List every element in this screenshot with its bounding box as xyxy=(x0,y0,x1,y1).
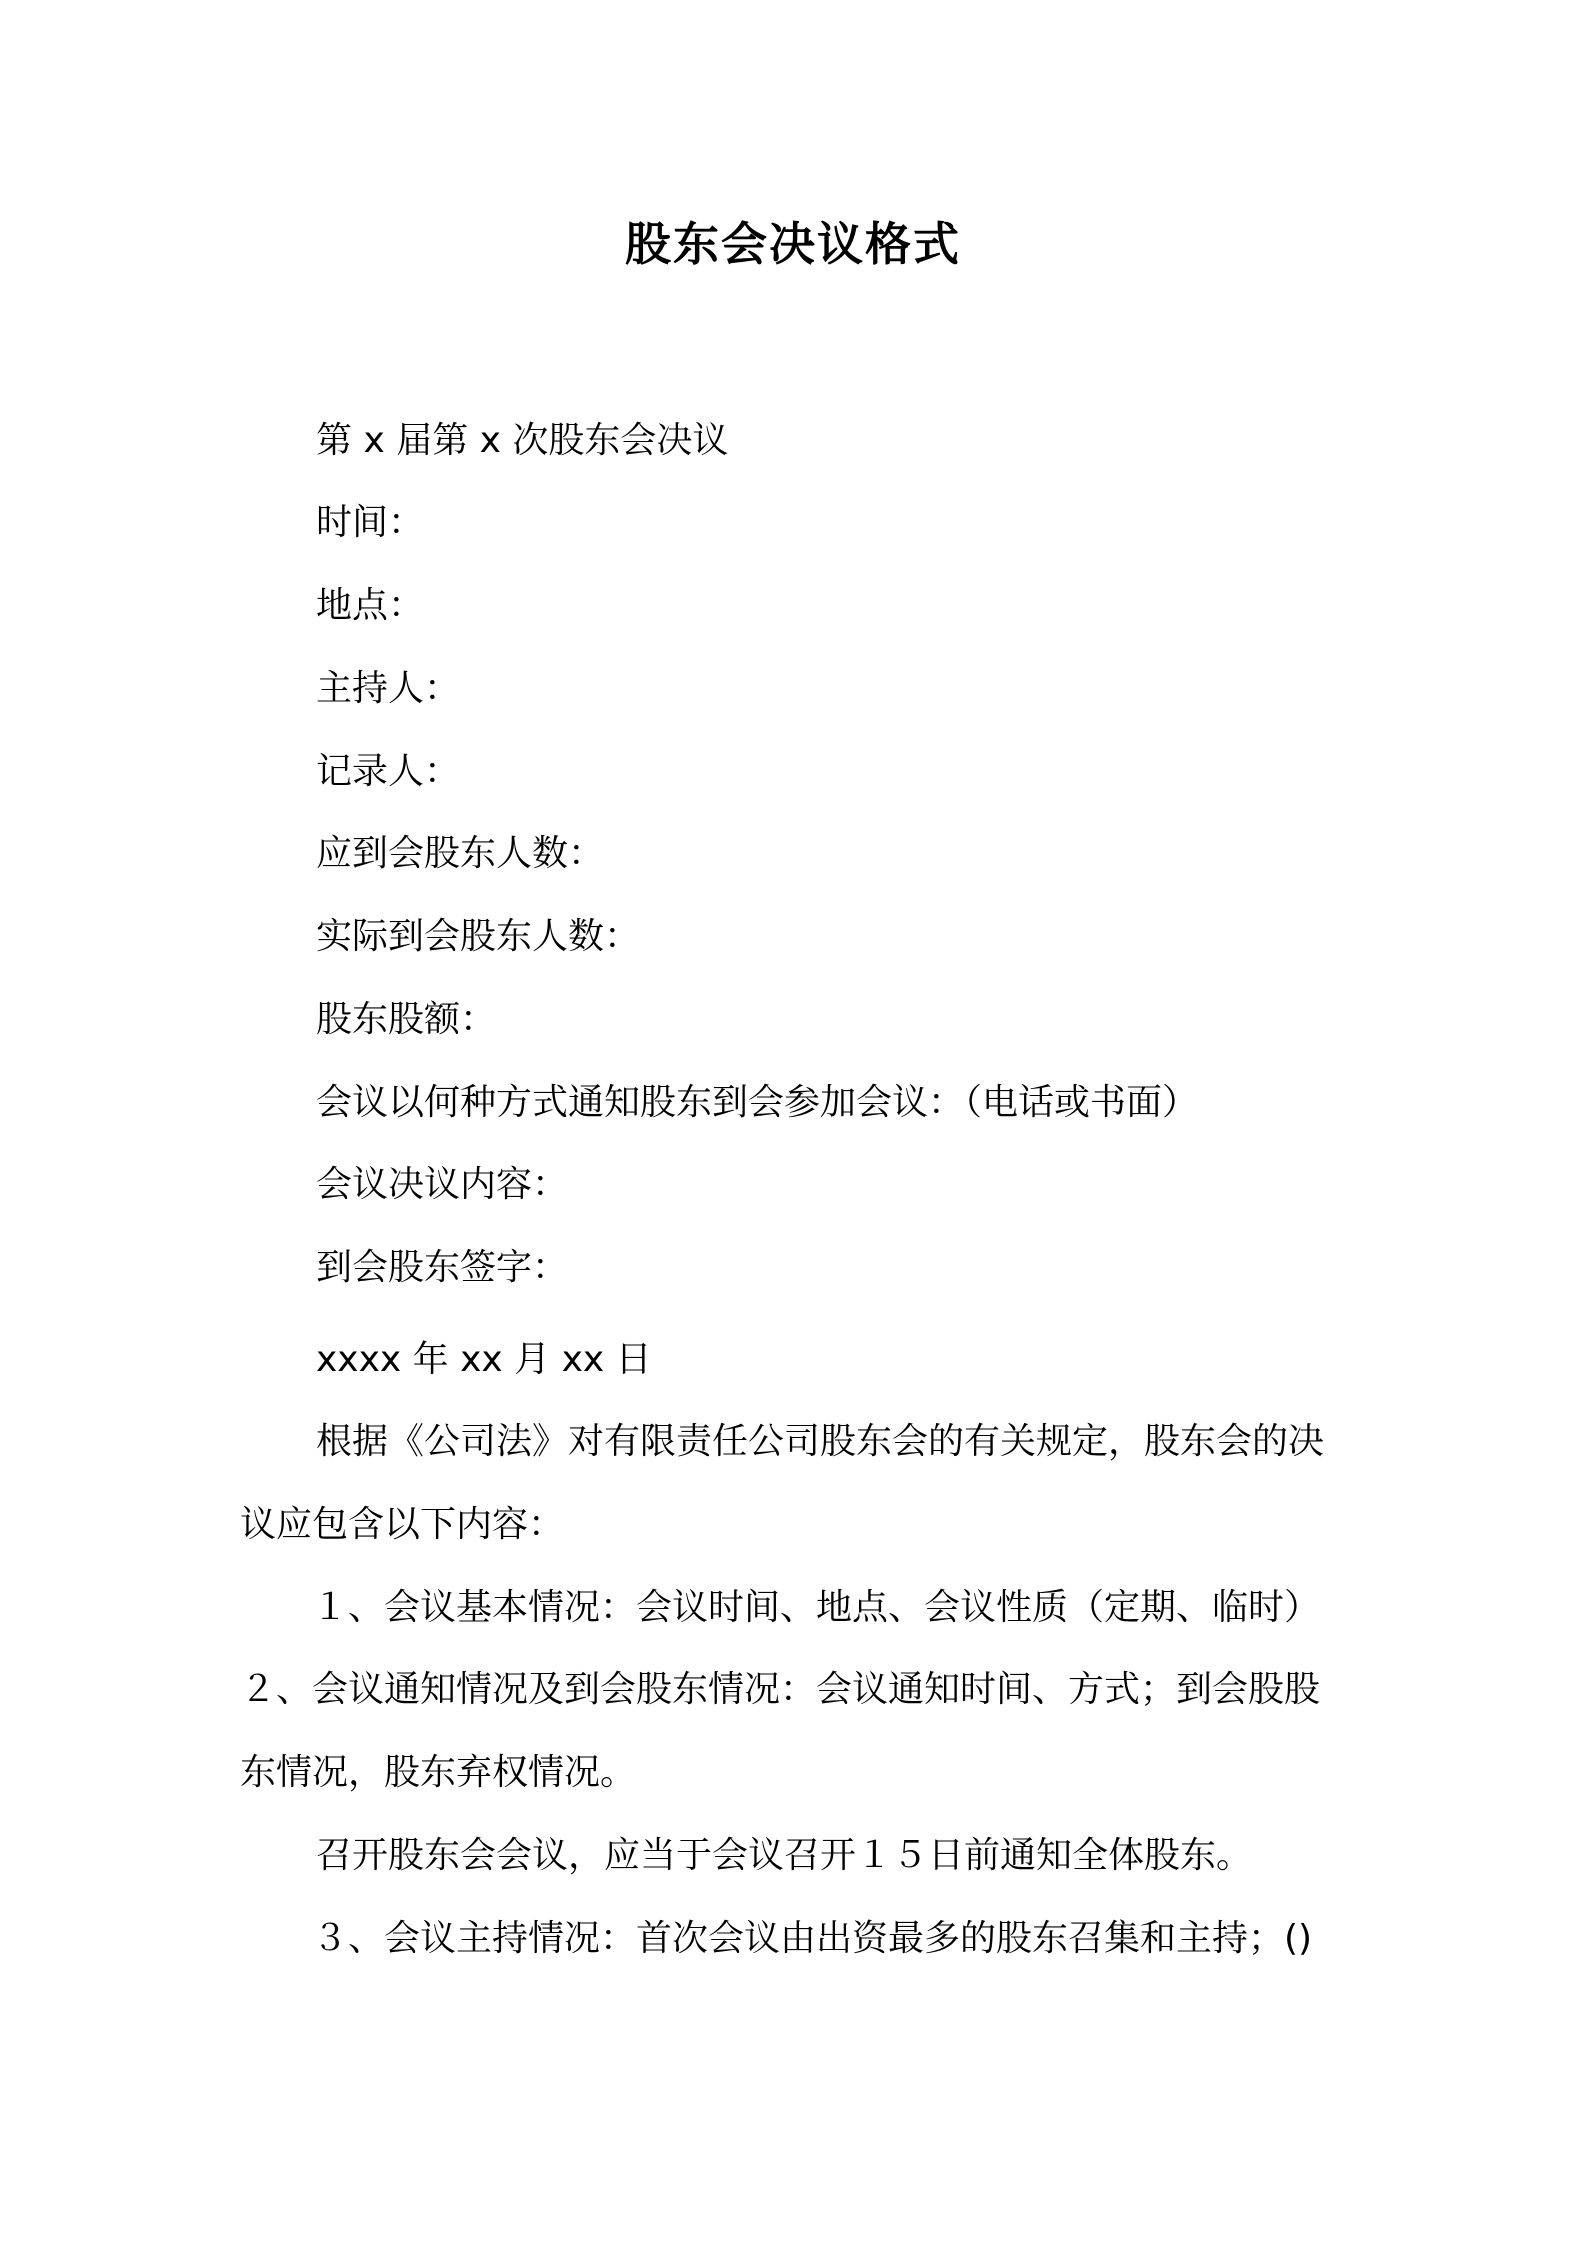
expected-shareholders-label: 应到会股东人数： xyxy=(316,833,605,874)
notice-paragraph: 召开股东会会议，应当于会议召开１５日前通知全体股东。 xyxy=(316,1835,1253,1876)
signature-label: 到会股东签字： xyxy=(316,1247,569,1288)
item-2-line2: 东情况，股东弃权情况。 xyxy=(240,1752,637,1793)
resolution-content-label: 会议决议内容： xyxy=(316,1164,569,1205)
actual-shareholders-label: 实际到会股东人数： xyxy=(316,916,641,957)
notification-method-label: 会议以何种方式通知股东到会参加会议：（电话或书面） xyxy=(316,1082,1199,1123)
item-3: ３、会议主持情况：首次会议由出资最多的股东召集和主持；() xyxy=(312,1918,1313,1959)
location-field-label: 地点： xyxy=(316,585,425,626)
intro-paragraph-line1: 根据《公司法》对有限责任公司股东会的有关规定，股东会的决 xyxy=(316,1421,1325,1462)
shareholder-equity-label: 股东股额： xyxy=(316,999,497,1040)
recorder-field-label: 记录人： xyxy=(316,751,461,792)
document-title: 股东会决议格式 xyxy=(625,217,961,271)
item-1: １、会议基本情况：会议时间、地点、会议性质（定期、临时） xyxy=(312,1587,1321,1628)
intro-paragraph-line2: 议应包含以下内容： xyxy=(240,1504,565,1545)
session-line: 第 x 届第 x 次股东会决议 xyxy=(316,420,729,461)
item-2-line1: ２、会议通知情况及到会股东情况：会议通知时间、方式；到会股股 xyxy=(240,1669,1321,1710)
host-field-label: 主持人： xyxy=(316,668,461,709)
time-field-label: 时间： xyxy=(316,502,425,543)
date-line: xxxx 年 xx 月 xx 日 xyxy=(316,1339,652,1380)
